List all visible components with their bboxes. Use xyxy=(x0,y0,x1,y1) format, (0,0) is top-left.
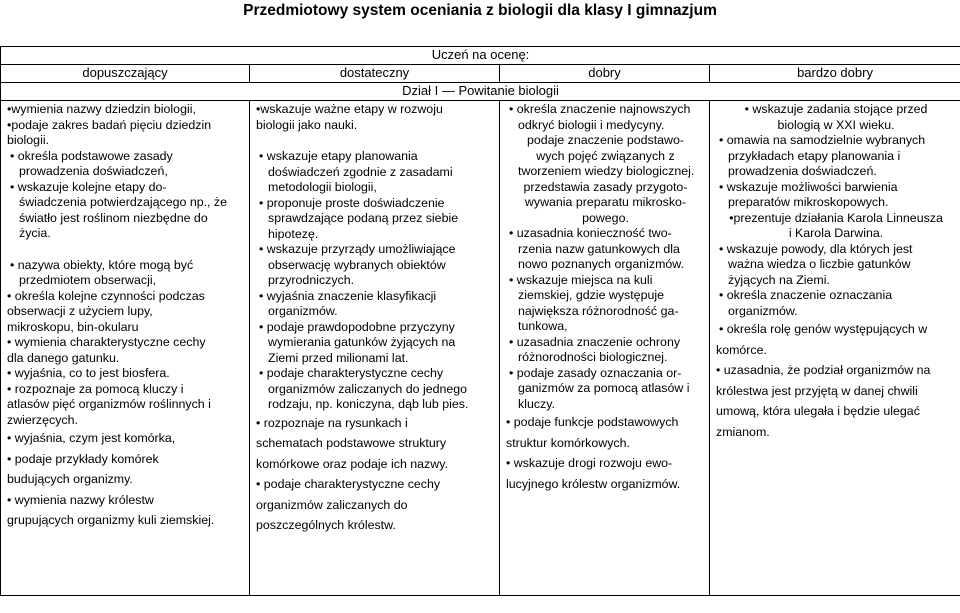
grade-header-4: bardzo dobry xyxy=(710,65,960,83)
col3-line: lucyjnego królestw organizmów. xyxy=(506,476,681,491)
col1-line: mikroskopu, bin-okularu xyxy=(7,319,139,334)
col4-line: żyjących na Ziemi. xyxy=(728,272,830,287)
col4-line: ważna wiedza o liczbie gatunków xyxy=(728,257,911,271)
col2-line: komórkowe oraz podaje ich nazwy. xyxy=(256,456,448,471)
col3-line: tworzeniem wiedzy biologicznej. xyxy=(518,164,695,178)
col1-line: • określa kolejne czynności podczas xyxy=(7,288,205,303)
col1-line: • rozpoznaje za pomocą kluczy i xyxy=(7,381,184,396)
grade-header-1: dopuszczający xyxy=(1,65,250,83)
col2-line: • proponuje proste doświadczenie xyxy=(259,195,445,210)
col3-line: rzenia nazw gatunkowych dla xyxy=(518,241,680,256)
col3-line: • podaje zasady oznaczania or- xyxy=(509,365,682,380)
col3-line: • uzasadnia znaczenie ochrony xyxy=(509,334,681,349)
section-header: Dział I — Powitanie biologii xyxy=(1,83,960,101)
col3-line: podaje znaczenie podstawo- xyxy=(526,133,685,147)
col3-line: • podaje funkcje podstawowych xyxy=(506,415,679,429)
col1-line: • wskazuje kolejne etapy do- xyxy=(10,179,167,194)
col4-line: umową, która ulegała i będzie ulegać xyxy=(716,404,920,418)
col1-line: • podaje przykłady komórek xyxy=(7,451,159,466)
col2-line: •wskazuje ważne etapy w rozwoju xyxy=(256,102,443,116)
column-dostateczny xyxy=(250,101,500,596)
col3-line: tunkowa, xyxy=(518,319,568,333)
col2-line: hipotezę. xyxy=(268,226,319,241)
col2-line: sprawdzające podaną przez siebie xyxy=(268,211,459,225)
grade-header-3: dobry xyxy=(500,65,710,83)
col1-line: • nazywa obiekty, które mogą być xyxy=(10,257,194,272)
col2-line: doświadczeń zgodnie z zasadami xyxy=(268,164,453,179)
page-title: Przedmiotowy system oceniania z biologii dla klasy I gimnazjum xyxy=(243,2,717,19)
table-header: Uczeń na ocenę: xyxy=(1,47,960,65)
col2-line: • podaje prawdopodobne przyczyny xyxy=(259,319,455,334)
col3-line: przedstawia zasady przygoto- xyxy=(523,179,688,194)
col4-line: • wskazuje powody, dla których jest xyxy=(719,241,913,256)
col1-line: świadczenia potwierdzającego np., że xyxy=(19,195,228,209)
grading-table xyxy=(0,46,960,596)
col1-line: grupujących organizmy kuli ziemskiej. xyxy=(7,513,215,527)
col2-line: organizmów. xyxy=(268,304,338,318)
col3-line: struktur komórkowych. xyxy=(506,435,630,450)
col4-line: • określa znaczenie oznaczania xyxy=(719,288,893,302)
col1-line: • wyjaśnia, czym jest komórka, xyxy=(7,431,176,445)
col2-line: • rozpoznaje na rysunkach i xyxy=(256,415,408,430)
col1-line: dla danego gatunku. xyxy=(7,350,120,365)
col2-line: obserwację wybranych obiektów xyxy=(268,257,446,272)
col2-line: rodzaju, np. koniczyna, dąb lub pies. xyxy=(268,397,469,411)
col1-line: światło jest roślinom niezbędne do xyxy=(19,210,208,225)
col1-line: • wyjaśnia, co to jest biosfera. xyxy=(7,366,170,380)
col1-line: •wymienia nazwy dziedzin biologii, xyxy=(7,102,196,116)
col1-line: biologii. xyxy=(7,133,50,147)
col4-line: • omawia na samodzielnie wybranych xyxy=(719,133,926,147)
col2-line: • wskazuje etapy planowania xyxy=(259,149,418,163)
col2-line: • podaje charakterystyczne cechy xyxy=(259,366,444,380)
col4-line: preparatów mikroskopowych. xyxy=(728,195,889,209)
col4-line: • wskazuje zadania stojące przed xyxy=(744,102,928,116)
col1-line: • określa podstawowe zasady xyxy=(10,148,173,163)
col3-line: • uzasadnia konieczność two- xyxy=(509,226,672,240)
col4-line: •prezentuje działania Karola Linneusza xyxy=(729,210,943,225)
col2-line: • podaje charakterystyczne cechy xyxy=(256,477,441,491)
col1-line: • wymienia charakterystyczne cechy xyxy=(7,335,206,349)
col3-line: odkryć biologii i medycyny. xyxy=(518,117,665,132)
col1-line: życia. xyxy=(19,226,51,240)
col4-line: królestwa jest przyjętą w danej chwili xyxy=(716,383,918,398)
col1-line: •podaje zakres badań pięciu dziedzin xyxy=(7,117,212,132)
col3-line: ganizmów za pomocą atlasów i xyxy=(518,381,690,395)
col2-line: organizmów zaliczanych do jednego xyxy=(268,381,468,396)
col2-line: przyrodniczych. xyxy=(268,273,355,287)
col3-line: wych pojęć związanych z xyxy=(536,148,675,163)
column-dopuszczajacy xyxy=(1,101,250,596)
col1-line: prowadzenia doświadczeń, xyxy=(19,164,168,178)
col2-line: schematach podstawowe struktury xyxy=(256,436,447,450)
col2-line: organizmów zaliczanych do xyxy=(256,497,408,512)
grade-header-2: dostateczny xyxy=(250,65,500,83)
col2-line: biologii jako nauki. xyxy=(256,117,358,132)
col3-line: • określa znaczenie najnowszych xyxy=(509,102,691,116)
col1-line: budujących organizmy. xyxy=(7,472,133,486)
col2-line: metodologii biologii, xyxy=(268,180,377,194)
col2-line: wymierania gatunków żyjących na xyxy=(268,335,456,349)
col3-line: wywania preparatu mikrosko- xyxy=(524,195,687,209)
col3-line: największa różnorodność ga- xyxy=(518,303,679,318)
col4-line: • określa rolę genów występujących w xyxy=(719,322,928,336)
col2-line: poszczególnych królestw. xyxy=(256,518,396,532)
col3-line: ziemskiej, gdzie występuje xyxy=(518,288,664,302)
col1-line: zwierzęcych. xyxy=(7,412,78,427)
col4-line: i Karola Darwina. xyxy=(788,226,884,240)
col3-line: kluczy. xyxy=(518,396,555,411)
col2-line: • wskazuje przyrządy umożliwiające xyxy=(259,242,456,256)
col4-line: organizmów. xyxy=(728,303,798,318)
col3-line: • wskazuje drogi rozwoju ewo- xyxy=(506,456,673,470)
col4-line: prowadzenia doświadczeń. xyxy=(728,164,877,178)
col4-line: • uzasadnia, że podział organizmów na xyxy=(716,363,931,377)
col4-line: komórce. xyxy=(716,342,767,357)
col4-line: biologią w XXI wieku. xyxy=(777,117,895,132)
col4-line: zmianom. xyxy=(716,424,770,439)
col3-line: powego. xyxy=(582,210,629,225)
col2-line: Ziemi przed milionami lat. xyxy=(268,350,409,365)
col4-line: przykładach etapy planowania i xyxy=(728,148,901,163)
col4-line: • wskazuje możliwości barwienia xyxy=(719,179,898,194)
column-bardzo-dobry xyxy=(710,101,960,596)
col2-line: • wyjaśnia znaczenie klasyfikacji xyxy=(259,288,437,303)
column-dobry xyxy=(500,101,710,596)
col3-line: • wskazuje miejsca na kuli xyxy=(509,272,653,287)
col1-line: obserwacji z użyciem lupy, xyxy=(7,304,153,318)
col3-line: różnorodności biologicznej. xyxy=(518,350,668,364)
col1-line: atlasów pięć organizmów roślinnych i xyxy=(7,397,211,411)
col3-line: nowo poznanych organizmów. xyxy=(518,257,684,271)
col1-line: przedmiotem obserwacji, xyxy=(19,273,157,287)
col1-line: • wymienia nazwy królestw xyxy=(7,492,154,507)
